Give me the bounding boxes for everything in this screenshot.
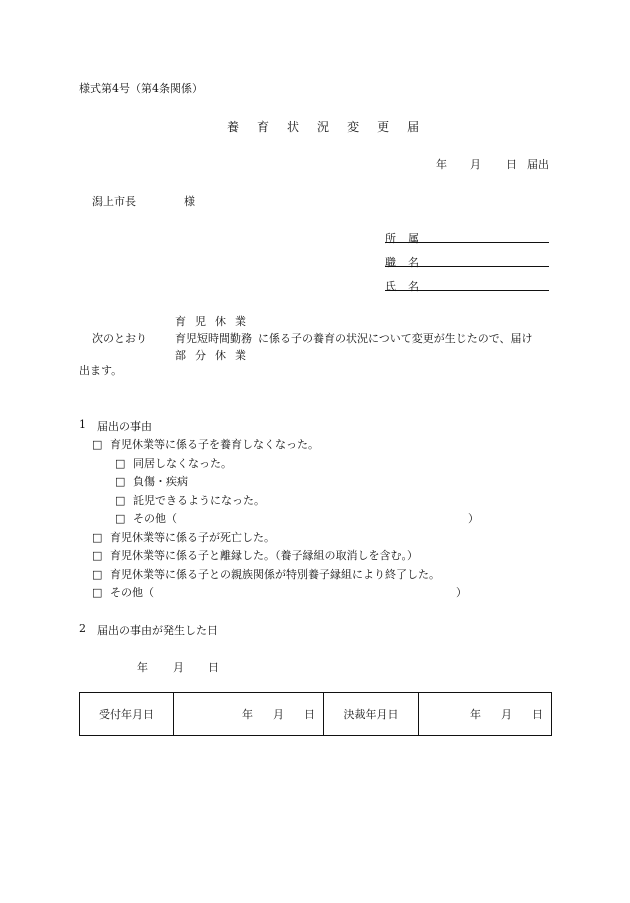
name-char: 名: [408, 280, 419, 293]
option-char: 児: [195, 315, 206, 328]
checkbox[interactable]: □: [115, 494, 126, 507]
addressee-name: 潟上市長: [92, 195, 136, 208]
name-field[interactable]: [385, 290, 549, 291]
title-char: 変: [347, 120, 360, 134]
position-char: 職: [385, 256, 396, 269]
checkbox[interactable]: □: [115, 512, 126, 525]
received-day: 日: [304, 708, 315, 721]
title-char: 更: [377, 120, 390, 134]
occurrence-day: 日: [208, 661, 219, 674]
name-char: 氏: [385, 280, 396, 293]
reason-label: その他（: [133, 512, 177, 525]
other-close-paren: ）: [456, 586, 467, 599]
option-char: 休: [215, 349, 226, 362]
section1-heading: 届出の事由: [97, 420, 152, 433]
checkbox[interactable]: □: [92, 549, 103, 562]
reason-item: [92, 584, 154, 600]
option-char: 業: [235, 349, 246, 362]
form-number: 様式第4号（第4条関係）: [79, 82, 203, 95]
submission-date-month: 月: [470, 158, 481, 171]
body-lead: 次のとおり: [92, 332, 147, 345]
received-date-label: 受付年月日: [80, 693, 174, 736]
reason-label: 育児休業等に係る子が死亡した。: [110, 531, 275, 544]
option-char: 業: [235, 315, 246, 328]
decided-month: 月: [501, 708, 512, 721]
body-text: に係る子の養育の状況について変更が生じたので、届け: [258, 332, 533, 345]
option-childcare-leave: [175, 313, 246, 329]
received-date-field[interactable]: [174, 693, 324, 736]
checkbox[interactable]: □: [115, 475, 126, 488]
checkbox[interactable]: □: [92, 531, 103, 544]
decided-date-label: 決裁年月日: [324, 693, 419, 736]
submission-date-year: 年: [436, 158, 447, 171]
reason-label: 育児休業等に係る子との親族関係が特別養子縁組により終了した。: [110, 568, 440, 581]
position-label: [385, 254, 419, 270]
page-title: [218, 118, 428, 135]
position-field[interactable]: [385, 266, 549, 267]
submission-date-suffix: 届出: [527, 158, 549, 171]
reason-label: 負傷・疾病: [133, 475, 188, 488]
reason-item: [115, 473, 188, 489]
option-char: 分: [195, 349, 206, 362]
option-short-time-work: 育児短時間勤務: [175, 332, 252, 345]
body-text-cont: 出ます。: [79, 364, 123, 377]
received-month: 月: [273, 708, 284, 721]
option-char: 休: [215, 315, 226, 328]
reason-label: 同居しなくなった。: [133, 457, 232, 470]
checkbox[interactable]: □: [92, 586, 103, 599]
title-char: 状: [287, 120, 300, 134]
name-label: [385, 278, 419, 294]
option-partial-leave: [175, 347, 246, 363]
reason-label: 育児休業等に係る子と離縁した。（養子縁組の取消しを含む。）: [110, 549, 418, 562]
title-char: 育: [257, 120, 270, 134]
decided-year: 年: [470, 708, 481, 721]
submission-date-day: 日: [506, 158, 517, 171]
reason-label: 育児休業等に係る子を養育しなくなった。: [110, 438, 319, 451]
checkbox[interactable]: □: [92, 438, 103, 451]
reason-item: [115, 492, 265, 508]
reason-item: [92, 566, 440, 582]
reason-item: [92, 436, 319, 452]
reason-item: [115, 510, 177, 526]
reason-item: [92, 529, 275, 545]
section1-number: 1: [79, 418, 86, 431]
checkbox[interactable]: □: [92, 568, 103, 581]
other-close-paren: ）: [468, 512, 479, 525]
reason-label: 託児できるようになった。: [133, 494, 265, 507]
title-char: 養: [227, 120, 240, 134]
section2-heading: 届出の事由が発生した日: [97, 624, 218, 637]
occurrence-month: 月: [173, 661, 184, 674]
option-char: 育: [175, 315, 186, 328]
occurrence-year: 年: [137, 661, 148, 674]
option-char: 部: [175, 349, 186, 362]
checkbox[interactable]: □: [115, 457, 126, 470]
affiliation-char: 所: [385, 232, 396, 245]
decided-day: 日: [532, 708, 543, 721]
decided-date-field[interactable]: [419, 693, 552, 736]
affiliation-field[interactable]: [385, 242, 549, 243]
addressee-honorific: 様: [184, 195, 195, 208]
affiliation-char: 属: [408, 232, 419, 245]
position-char: 名: [408, 256, 419, 269]
received-year: 年: [242, 708, 253, 721]
reason-label: その他（: [110, 586, 154, 599]
title-char: 況: [317, 120, 330, 134]
section2-number: 2: [79, 622, 86, 635]
reason-item: [92, 547, 418, 563]
affiliation-label: [385, 230, 419, 246]
receipt-table: [79, 692, 552, 736]
reason-item: [115, 455, 232, 471]
title-char: 届: [407, 120, 420, 134]
